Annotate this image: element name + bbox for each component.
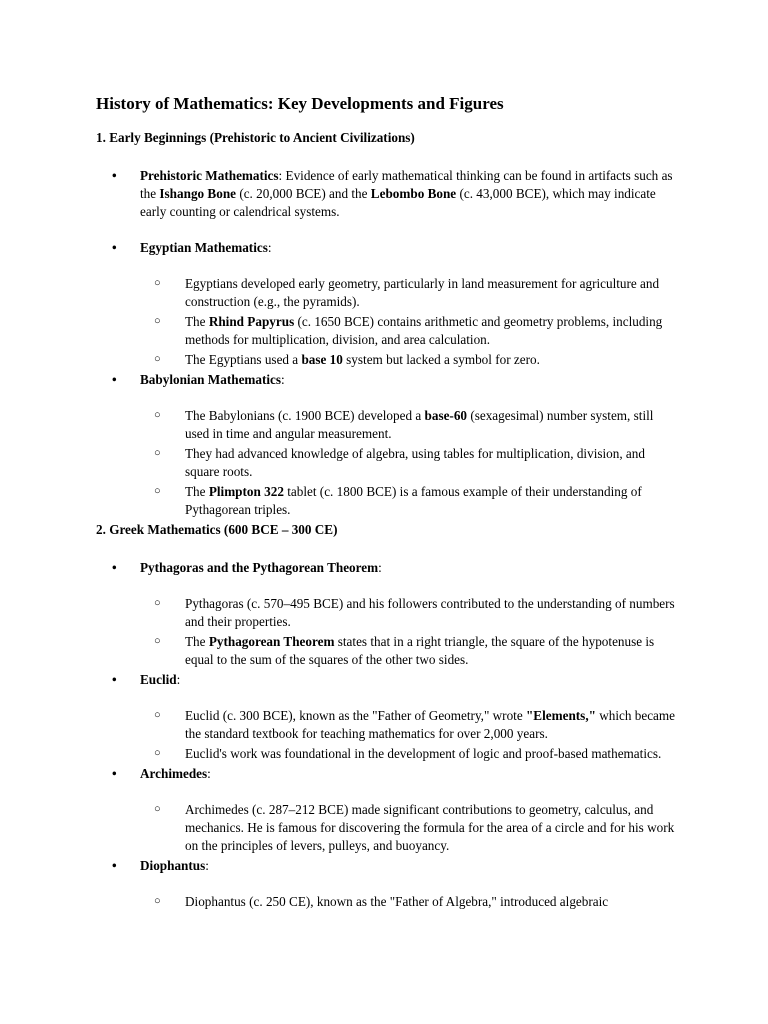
section-heading-early-beginnings: 1. Early Beginnings (Prehistoric to Ancient Civilizations) (96, 130, 415, 145)
sub-item-text: They had advanced knowledge of algebra, using tables for multiplication, division, and square roots. (185, 446, 645, 479)
list-item-archimedes (96, 765, 676, 855)
sub-item-text: The Egyptians used a (185, 352, 302, 367)
sub-list (140, 407, 676, 519)
sub-list-item (140, 313, 676, 349)
item-suffix: : (207, 766, 211, 781)
sub-item-emphasis: base 10 (301, 352, 343, 367)
sub-item-text: (sexagesimal) number system, still used in time and angular measurement. (185, 408, 654, 441)
item-text: (c. 43,000 BCE), which may indicate early counting or calendrical systems. (140, 186, 656, 219)
item-suffix: : (378, 560, 382, 575)
sub-item-text: tablet (c. 1800 BCE) is a famous example of their understanding of Pythagorean triples. (185, 484, 642, 517)
sub-item-emphasis: base-60 (424, 408, 468, 423)
item-suffix: : (205, 858, 209, 873)
sub-item-emphasis: Rhind Papyrus (208, 314, 295, 329)
sub-item-emphasis: Pythagorean Theorem (208, 634, 335, 649)
item-suffix: : (281, 372, 285, 387)
circle-bullet-icon: ○ (154, 353, 161, 365)
item-label: Egyptian Mathematics (140, 240, 268, 255)
sub-list-item (140, 445, 676, 481)
sub-item-emphasis: Plimpton 322 (208, 484, 284, 499)
item-emphasis: Lebombo Bone (370, 186, 457, 201)
list-item-egyptian (96, 239, 676, 369)
sub-item-text: Diophantus (c. 250 CE), known as the "Father of Algebra," introduced algebraic (185, 894, 609, 909)
item-text: : Evidence of early mathematical thinking can be found in artifacts such as the (140, 168, 673, 201)
sub-list-item (140, 595, 676, 631)
sub-list-item (140, 483, 676, 519)
sub-item-text: The (185, 634, 209, 649)
item-label: Babylonian Mathematics (140, 372, 282, 387)
circle-bullet-icon: ○ (154, 635, 161, 647)
circle-bullet-icon: ○ (154, 803, 161, 815)
circle-bullet-icon: ○ (154, 709, 161, 721)
sub-list-item (140, 275, 676, 311)
sub-item-text: The Babylonians (c. 1900 BCE) developed a (185, 408, 425, 423)
circle-bullet-icon: ○ (154, 747, 161, 759)
sub-list (140, 801, 676, 855)
sub-item-text: Pythagoras (c. 570–495 BCE) and his followers contributed to the understanding of numbers and their properties. (185, 596, 675, 629)
sub-list-item (140, 893, 676, 911)
circle-bullet-icon: ○ (154, 277, 161, 289)
sub-item-text: states that in a right triangle, the square of the hypotenuse is equal to the sum of the squares of the other two sides. (185, 634, 655, 667)
item-text: (c. 20,000 BCE) and the (236, 186, 371, 201)
bullet-icon: • (112, 168, 117, 183)
bullet-icon: • (112, 766, 117, 781)
section-2-list (96, 559, 676, 911)
circle-bullet-icon: ○ (154, 409, 161, 421)
bullet-icon: • (112, 372, 117, 387)
list-item-babylonian (96, 371, 676, 519)
item-label: Prehistoric Mathematics (140, 168, 279, 183)
document-title: History of Mathematics: Key Developments and Figures (96, 94, 504, 113)
section-heading-greek: 2. Greek Mathematics (600 BCE – 300 CE) (96, 522, 338, 537)
sub-list-item (140, 407, 676, 443)
sub-item-text: The (185, 314, 209, 329)
sub-item-text: Euclid (c. 300 BCE), known as the "Father of Geometry," wrote (185, 708, 526, 723)
sub-list-item (140, 707, 676, 743)
sub-list-item (140, 351, 676, 369)
circle-bullet-icon: ○ (154, 447, 161, 459)
item-suffix: : (176, 672, 181, 687)
bullet-icon: • (112, 858, 117, 873)
sub-list (140, 893, 676, 911)
sub-list (140, 275, 676, 369)
item-emphasis: Ishango Bone (159, 186, 237, 201)
sub-item-text: Egyptians developed early geometry, particularly in land measurement for agriculture and construction (e.g., the pyramids). (185, 276, 660, 309)
list-item-pythagoras (96, 559, 676, 669)
sub-item-text: which became the standard textbook for teaching mathematics for over 2,000 years. (185, 708, 676, 741)
sub-item-text: The (185, 484, 209, 499)
document-body (96, 93, 676, 913)
section-1-list (96, 167, 676, 519)
item-suffix: : (267, 240, 272, 255)
sub-list-item (140, 633, 676, 669)
sub-item-text: (c. 1650 BCE) contains arithmetic and geometry problems, including methods for multiplication, division, and area calculation. (185, 314, 663, 347)
item-label: Archimedes (140, 766, 208, 781)
circle-bullet-icon: ○ (154, 485, 161, 497)
sub-item-text: system but lacked a symbol for zero. (342, 352, 540, 367)
bullet-icon: • (112, 672, 117, 687)
item-label: Euclid (140, 672, 177, 687)
circle-bullet-icon: ○ (154, 895, 161, 907)
sub-item-emphasis: "Elements," (525, 708, 596, 723)
circle-bullet-icon: ○ (154, 597, 161, 609)
sub-list-item (140, 801, 676, 855)
list-item-diophantus (96, 857, 676, 911)
sub-list-item (140, 745, 676, 763)
sub-item-text: Archimedes (c. 287–212 BCE) made significant contributions to geometry, calculus, and mechanics. He is famous for discovering the formula for the area of a circle and for his work on the principles of levers, pulleys, and buoyancy. (185, 802, 675, 853)
item-label: Diophantus (140, 858, 206, 873)
sub-list (140, 595, 676, 669)
sub-list (140, 707, 676, 763)
item-label: Pythagoras and the Pythagorean Theorem (140, 560, 379, 575)
list-item-euclid (96, 671, 676, 763)
sub-item-text: Euclid's work was foundational in the development of logic and proof-based mathematics. (185, 746, 662, 761)
circle-bullet-icon: ○ (154, 315, 161, 327)
bullet-icon: • (112, 240, 117, 255)
list-item-prehistoric (96, 167, 676, 221)
bullet-icon: • (112, 560, 117, 575)
